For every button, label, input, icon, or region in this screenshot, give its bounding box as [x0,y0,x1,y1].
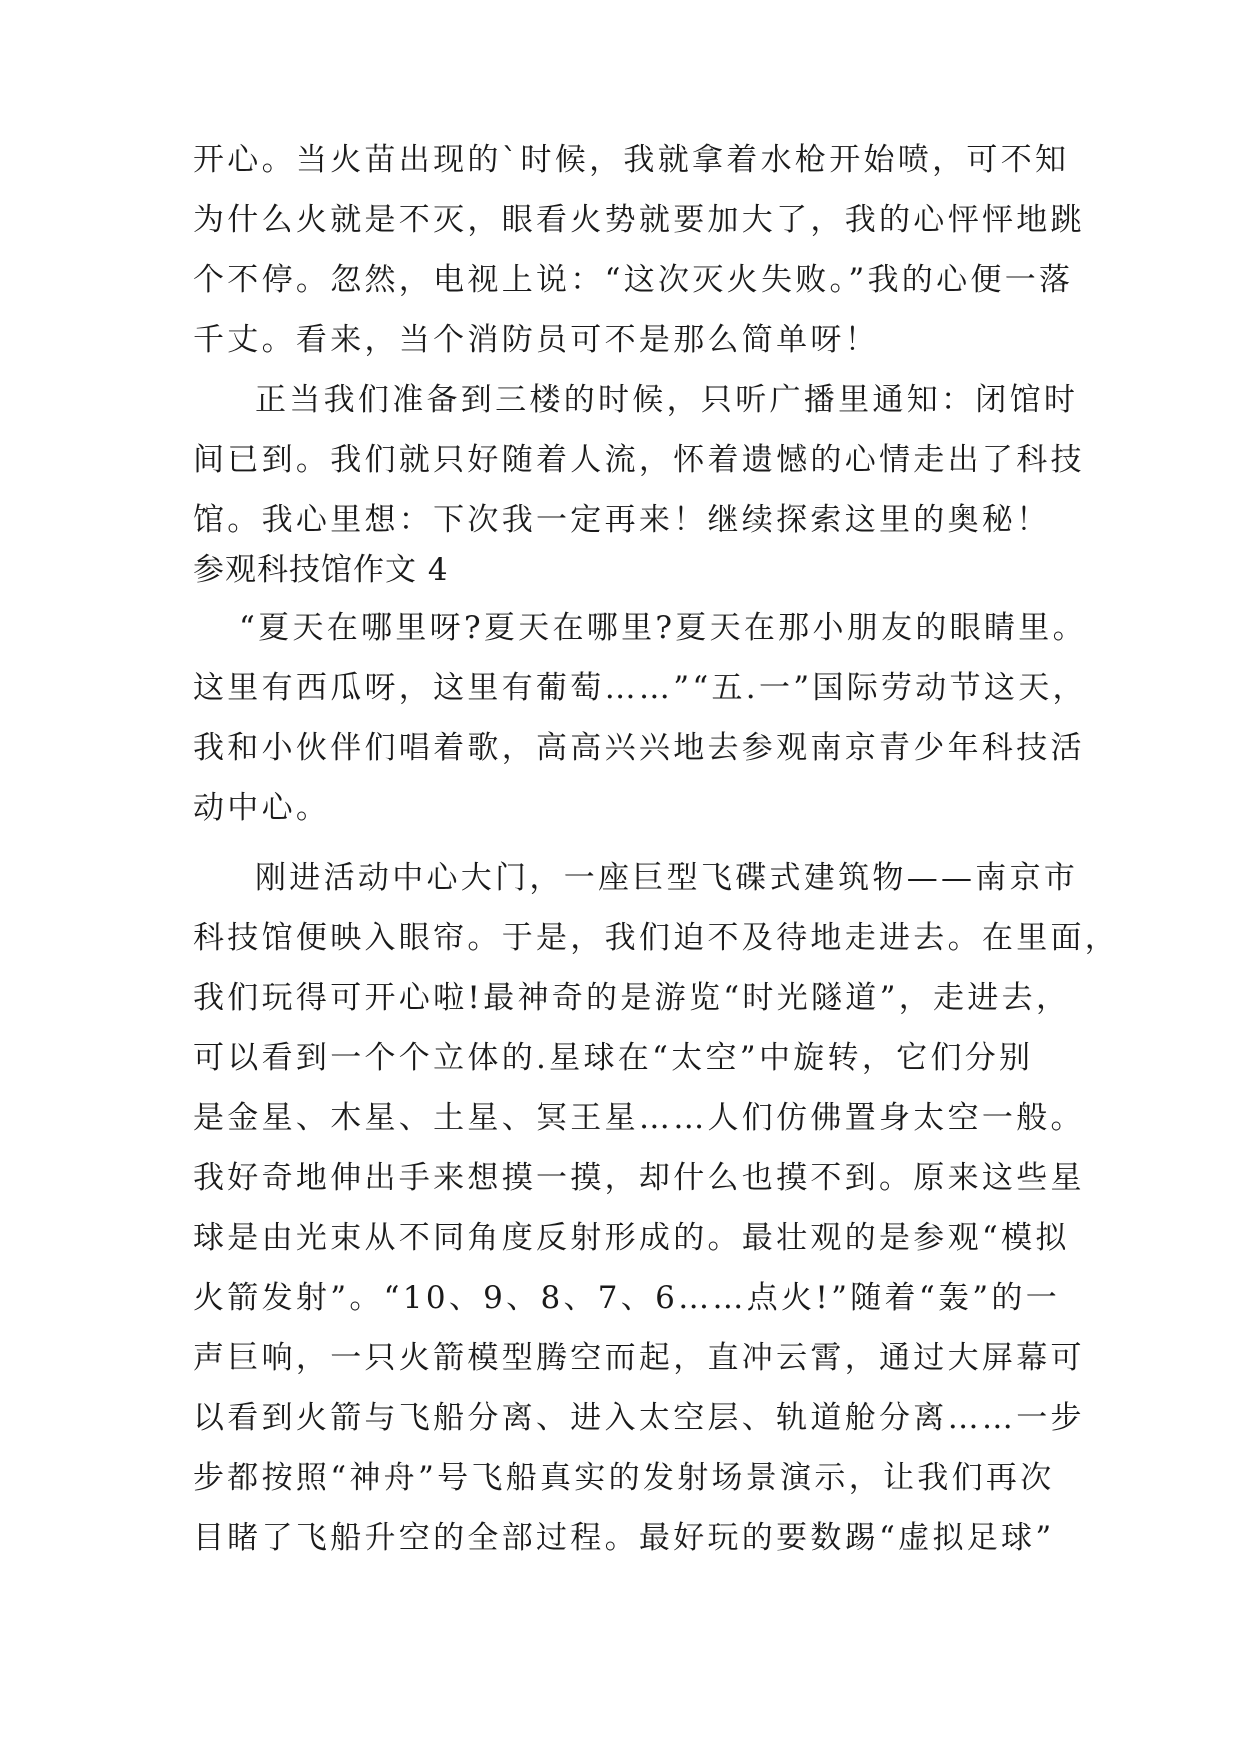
text-line: 步都按照“神舟”号飞船真实的发射场景演示，让我们再次 [193,1460,1055,1496]
text-line: 我好奇地伸出手来想摸一摸，却什么也摸不到。原来这些星 [193,1160,1085,1196]
text-line: 目睹了飞船升空的全部过程。最好玩的要数踢“虚拟足球” [193,1520,1055,1556]
text-line: 开心。当火苗出现的`时候，我就拿着水枪开始喷，可不知 [193,142,1070,178]
text-line: 可以看到一个个立体的.星球在“太空”中旋转，它们分别 [193,1040,1034,1076]
section-heading: 参观科技馆作文 4 [193,552,449,588]
text-line: 动中心。 [193,790,331,826]
text-line: 我和小伙伴们唱着歌，高高兴兴地去参观南京青少年科技活 [193,730,1085,766]
paragraph-start-line: 正当我们准备到三楼的时候，只听广播里通知：闭馆时 [255,382,1079,418]
text-line: 科技馆便映入眼帘。于是，我们迫不及待地走进去。在里面， [193,920,1120,956]
text-line: 火箭发射”。“10、9、8、7、6……点火!”随着“轰”的一 [193,1280,1061,1316]
paragraph-start-line: 刚进活动中心大门，一座巨型飞碟式建筑物——南京市 [255,860,1079,896]
text-line: 是金星、木星、土星、冥王星……人们仿佛置身太空一般。 [193,1100,1085,1136]
text-line: 为什么火就是不灭，眼看火势就要加大了，我的心怦怦地跳 [193,202,1085,238]
text-line: 这里有西瓜呀，这里有葡萄……”“五.一”国际劳动节这天， [193,670,1087,706]
text-line: 间已到。我们就只好随着人流，怀着遗憾的心情走出了科技 [193,442,1085,478]
text-line: 以看到火箭与飞船分离、进入太空层、轨道舱分离……一步 [193,1400,1085,1436]
text-line: 我们玩得可开心啦!最神奇的是游览“时光隧道”，走进去， [193,980,1071,1016]
text-line: 球是由光束从不同角度反射形成的。最壮观的是参观“模拟 [193,1220,1070,1256]
paragraph-start-line: “夏天在哪里呀?夏天在哪里?夏天在那小朋友的眼睛里。 [239,610,1087,646]
text-line: 声巨响，一只火箭模型腾空而起，直冲云霄，通过大屏幕可 [193,1340,1085,1376]
text-line: 个不停。忽然，电视上说：“这次灭火失败。”我的心便一落 [193,262,1074,298]
text-line: 千丈。看来，当个消防员可不是那么简单呀！ [193,322,879,358]
text-line: 馆。我心里想：下次我一定再来！继续探索这里的奥秘！ [193,502,1051,538]
